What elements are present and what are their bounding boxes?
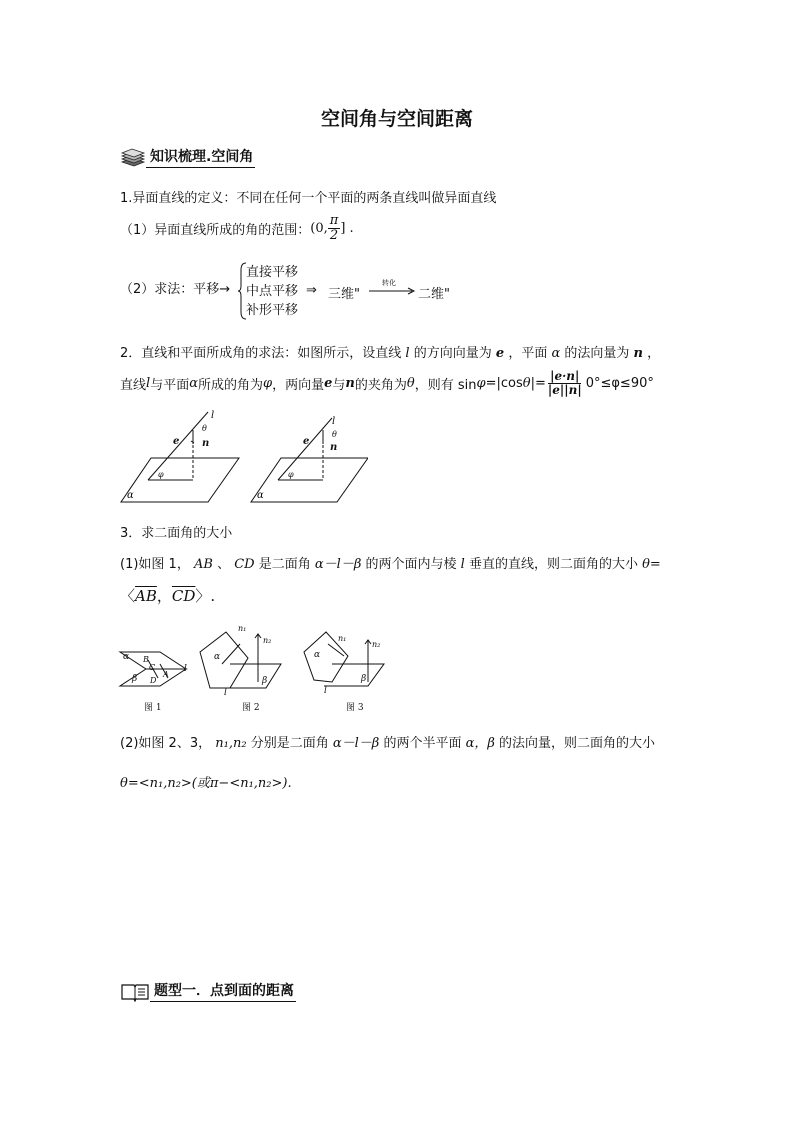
text: 与 [332,377,346,393]
dihedral-heading: 3．求二面角的大小 [120,526,233,541]
dihedral-angle-expr [120,585,215,606]
text: θ= [642,557,661,572]
skew-lines-definition: 1.异面直线的定义：不同在任何一个平面的两条直线叫做异面直线 [120,191,497,206]
frac-num: π [329,213,339,228]
implies-arrow: ⇒ [306,283,317,298]
text: 的方向向量为 [413,346,492,361]
text: 〉. [195,587,216,605]
section-label: 题型一．点到面的距离 [150,980,296,1002]
text: (2)如图 2、3， [120,736,212,751]
fig1-label: D [150,676,157,685]
text: 的两个面内与棱 [365,557,457,572]
page-title: 空间角与空间距离 [320,108,473,130]
fig1-label: α [123,652,130,662]
frac-den: 2 [329,227,339,243]
fig-label-l: l [332,416,336,427]
line-plane-figures [118,408,368,508]
text: 与平面 [150,377,190,393]
text: =|cos [485,375,523,391]
angle-range-line [120,214,354,242]
var-l: l [405,346,410,361]
fig2-n2: n₂ [263,636,272,645]
fig-label-n: n [330,442,338,453]
fig2-n1: n₁ [238,624,247,633]
dihedral-normal-formula: θ=<n₁,n₂>(或π−<n₁,n₂>). [120,776,292,791]
fig1-label: B [143,655,149,664]
section-label: 知识梳理.空间角 [146,146,255,168]
phi-range: 0°≤φ≤90° [585,375,654,391]
method-option: 直接平移 [246,265,299,280]
vec-n1-n2: n₁,n₂ [215,736,247,751]
text: ， [647,346,661,361]
dihedral-notation: α－l－β [314,557,362,572]
var-alpha-beta: α，β [465,736,495,751]
figure-caption: 图 1 [144,703,162,713]
dihedral-notation: α－l－β [332,736,380,751]
var-ab: AB [193,557,213,572]
var-alpha: α [189,375,198,391]
figure-a [121,412,239,502]
fig-label-phi: φ [288,470,294,479]
range-close: ] . [340,220,354,236]
figure-caption: 图 2 [242,703,260,713]
var-cd: CD [234,557,255,572]
text: 直线 [120,377,147,393]
fig1-label: β [132,674,138,684]
text: ，则有 sin [414,377,477,393]
frac-den: |e||n| [547,382,582,397]
text: ， [156,587,172,605]
text: 〈 [120,587,136,605]
dihedral-p1 [120,553,661,572]
text: 所成的角为 [197,377,263,393]
line-plane-angle-line1 [120,342,660,361]
fig3-alpha: α [314,650,321,660]
fig-label-e: e [173,436,180,447]
section-header-knowledge [120,146,255,168]
fig3-n2: n₂ [372,640,381,649]
range-prefix: （1）异面直线所成的角的范围： [120,222,311,238]
section-header-distance [120,980,296,1002]
fig1-label: l [184,664,187,674]
var-phi: φ [263,375,273,391]
fig-label-e: e [303,436,310,447]
fig-label-alpha: α [257,490,264,501]
text: 的夹角为 [354,377,407,393]
range-open: (0, [310,220,328,236]
text: (1)如图 1， [120,557,190,572]
fig-label-phi: φ [158,470,164,479]
var-theta: θ [522,375,531,391]
method-option: 中点平移 [246,284,299,299]
fig-label-n: n [202,438,210,449]
var-n: n [345,375,355,391]
fig2-l: l [224,688,227,698]
method-options [246,263,298,320]
fig1-label: A [163,670,169,679]
var-l: l [460,557,465,572]
transform-arrow-label: 转化 [382,279,396,287]
text: 的法向量为 [564,346,630,361]
var-n: n [633,346,643,361]
figure-b [251,418,368,502]
text: ，两向量 [272,377,325,393]
fig2-alpha: α [214,652,221,662]
books-icon [120,148,146,168]
dihedral-p2 [120,732,655,751]
text: 分别是二面角 [250,736,329,751]
var-l: l [146,375,151,391]
fig3-l: l [324,686,327,696]
frac-num: |e·n| [550,369,580,383]
fig-label-theta: θ [332,430,337,439]
pi-over-2 [328,214,341,242]
var-theta: θ [406,375,415,391]
two-d-text: 二维" [418,287,450,302]
cos-fraction [546,370,584,396]
var-e: e [495,346,505,361]
dihedral-figures [118,622,388,712]
fig-label-l: l [211,410,215,421]
text: 2．直线和平面所成角的求法：如图所示，设直线 [120,346,402,361]
method-prefix: （2）求法：平移→ [120,282,231,297]
fig3-n1: n₁ [338,634,347,643]
vec-ab: $\overline{AB}$ [135,587,157,605]
fig-label-alpha: α [127,490,134,501]
fig1-label: C [149,663,156,672]
text: |= [530,375,546,391]
var-e: e [324,375,333,391]
text: 垂直的直线，则二面角的大小 [468,557,638,572]
var-alpha: α [551,346,561,361]
var-phi: φ [476,375,486,391]
transform-arrow [368,280,418,298]
text: 是二面角 [258,557,311,572]
fig3-beta: β [361,674,367,684]
vec-cd: $\overline{CD}$ [171,587,196,605]
text: ，平面 [508,346,548,361]
method-option: 补形平移 [246,303,299,318]
text: 的两个半平面 [383,736,462,751]
book-icon [120,982,150,1002]
fig2-beta: β [262,676,268,686]
line-plane-angle-line2 [120,370,654,396]
three-d-text: 三维" [328,287,360,302]
figure-caption: 图 3 [346,703,364,713]
text: 的法向量，则二面角的大小 [499,736,656,751]
fig-label-theta: θ [202,424,207,433]
text: 、 [217,557,231,572]
